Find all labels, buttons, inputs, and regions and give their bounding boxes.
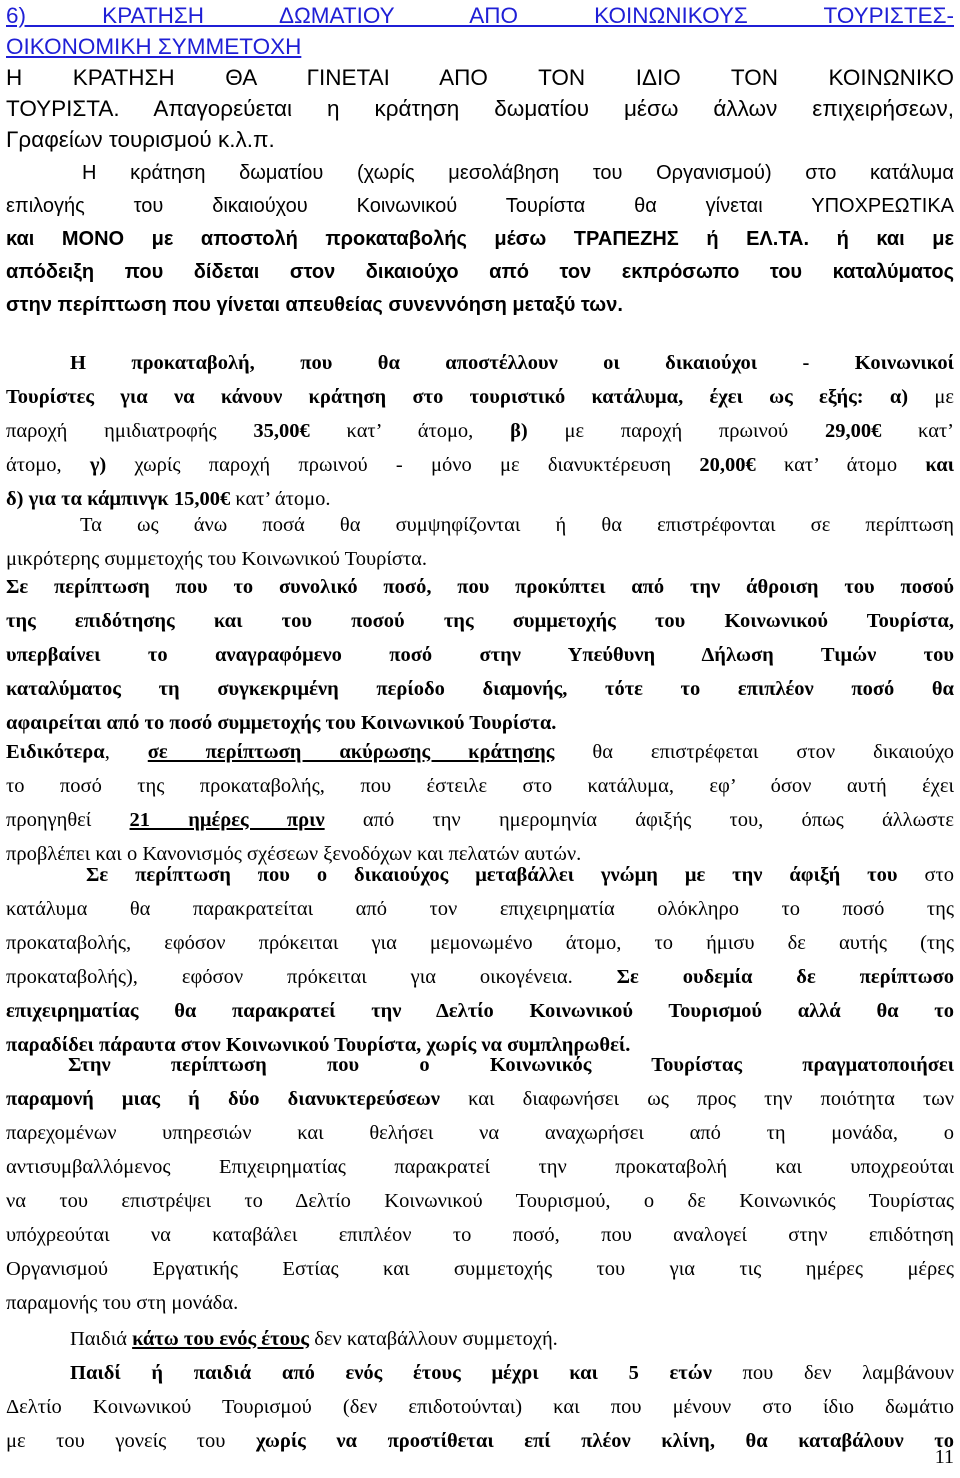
children-paragraph: [6, 1322, 954, 1458]
deposit-line-2-bold: Τουρίστες για να κάνουν κράτηση στο τουριστικό κατάλυμα, έχει ως εξής: α): [6, 386, 909, 408]
heading-line-2: ΟΙΚΟΝΟΜΙΚΗ ΣΥΜΜΕΤΟΧΗ: [6, 34, 302, 59]
change-line-1: [6, 858, 954, 892]
early-departure-paragraph: [6, 1048, 954, 1320]
booking-line-4: απόδειξη που δίδεται στον δικαιούχο από τον εκπρόσωπο του καταλύματος: [6, 261, 954, 283]
excess-line-4: καταλύματος τη συγκεκριμένη περίοδο διαμονής, τότε το επιπλέον ποσό θα: [6, 678, 954, 700]
early-line-3: παρεχομένων υπηρεσιών και θελήσει να αναχωρήσει από τη μονάδα, ο: [6, 1122, 954, 1144]
deposit-option-b: β): [510, 420, 528, 442]
heading-line-4: ΤΟΥΡΙΣΤΑ. Απαγορεύεται η κράτηση δωματίου μέσω άλλων επιχειρήσεων,: [6, 96, 954, 121]
change-line-6: παραδίδει πάραυτα στον Κοινωνικού Τουρίστα, χωρίς να συμπληρωθεί.: [6, 1034, 631, 1056]
deposit-text-and: και: [925, 454, 954, 476]
booking-line-2: επιλογής του δικαιούχου Κοινωνικού Τουρίστα θα γίνεται ΥΠΟΧΡΕΩΤΙΚΑ: [6, 195, 954, 217]
deposit-text: με παροχή πρωινού: [527, 420, 825, 442]
change-line-3: προκαταβολής, εφόσον πρόκειται για μεμονωμένο άτομο, το ήμισυ δε αυτής (της: [6, 932, 954, 954]
cancel-deadline: 21 ημέρες πριν: [129, 809, 325, 831]
deposit-line-2-rest: με: [908, 386, 954, 408]
children-line-4: [6, 1424, 954, 1458]
change-line-5: επιχειρηματίας θα παρακρατεί την Δελτίο Κοινωνικού Τουρισμού αλλά θα το: [6, 1000, 954, 1022]
change-text: προκαταβολής), εφόσον πρόκειται για οικογένεια.: [6, 966, 617, 988]
early-line-4: αντισυμβαλλόμενος Επιχειρηματίας παρακρατεί την προκαταβολή και υποχρεούται: [6, 1156, 954, 1178]
deposit-line-3: [6, 414, 954, 448]
deposit-option-c: γ): [89, 454, 107, 476]
early-line-6: υπόχρεούται να καταβάλει επιπλέον το ποσό, που αναλογεί στην επιδότηση: [6, 1224, 954, 1246]
children-line-1: [6, 1322, 954, 1356]
deposit-text: χωρίς παροχή πρωινού - μόνο με διανυκτέρευση: [106, 454, 700, 476]
deposit-text: παροχή ημιδιατροφής: [6, 420, 254, 442]
change-line-2: κατάλυμα θα παρακρατείται από τον επιχειρηματία ολόκληρο το ποσό της: [6, 898, 954, 920]
page-number: 11: [934, 1446, 954, 1468]
cancel-line-3: [6, 803, 954, 837]
deposit-line-2: [6, 380, 954, 414]
children-text: Παιδιά: [70, 1328, 133, 1350]
deposit-line-4: [6, 448, 954, 482]
children-text: που δεν λαμβάνουν: [711, 1362, 954, 1384]
deposit-paragraph: [6, 346, 954, 516]
children-bold: Παιδί ή παιδιά από ενός έτους μέχρι και 5 ετών: [70, 1362, 712, 1384]
cancel-line-1: [6, 735, 954, 769]
excess-line-1: Σε περίπτωση που το συνολικό ποσό, που προκύπτει από την άθροιση του ποσού: [6, 576, 954, 598]
early-text: και διαφωνήσει ως προς την ποιότητα των: [439, 1088, 954, 1110]
children-bold: χωρίς να προστίθεται επί πλέον κλίνη, θα καταβάλουν το: [255, 1430, 954, 1452]
early-line-1: Στην περίπτωση που ο Κοινωνικός Τουρίστας πραγματοποιήσει: [68, 1054, 954, 1076]
heading-line-1: 6) ΚΡΑΤΗΣΗ ΔΩΜΑΤΙΟΥ ΑΠΟ ΚΟΙΝΩΝΙΚΟΥΣ ΤΟΥΡΙΣΤΕΣ-: [6, 3, 954, 28]
booking-line-1: Η κράτηση δωματίου (χωρίς μεσολάβηση του Οργανισμού) στο κατάλυμα: [82, 162, 954, 184]
excess-line-3: υπερβαίνει το αναγραφόμενο ποσό στην Υπεύθυνη Δήλωση Τιμών του: [6, 644, 954, 666]
excess-line-2: της επιδότησης και του ποσού της συμμετοχής του Κοινωνικού Τουρίστα,: [6, 610, 954, 632]
offset-line-2: μικρότερης συμμετοχής του Κοινωνικού Τουρίστα.: [6, 548, 428, 570]
deposit-text: κατ’: [881, 420, 955, 442]
change-of-mind-paragraph: [6, 858, 954, 1062]
cancel-condition: σε περίπτωση ακύρωσης κράτησης: [147, 741, 555, 763]
deposit-amount-room-only: 20,00€: [699, 454, 756, 476]
early-line-8: παραμονής του στη μονάδα.: [6, 1292, 239, 1314]
cancel-text: θα επιστρέφεται στον δικαιούχο: [554, 741, 954, 763]
offset-line-1: Τα ως άνω ποσά θα συμψηφίζονται ή θα επιστρέφονται σε περίπτωση: [80, 514, 954, 536]
change-line-4: [6, 960, 954, 994]
excess-paragraph: [6, 570, 954, 740]
children-age-under-one: κάτω του ενός έτους: [132, 1328, 310, 1350]
children-text: με του γονείς του: [6, 1430, 256, 1452]
excess-line-5: αφαιρείται από το ποσό συμμετοχής του Κοινωνικού Τουρίστα.: [6, 712, 557, 734]
booking-paragraph: [6, 157, 954, 322]
change-text: στο: [897, 864, 954, 886]
change-bold: Σε ουδεμία δε περίπτωσο: [616, 966, 954, 988]
cancel-line-4: προβλέπει και ο Κανονισμός σχέσεων ξενοδόχων και πελατών αυτών.: [6, 843, 582, 865]
deposit-amount-half-board: 35,00€: [253, 420, 310, 442]
early-bold: παραμονή μιας ή δύο διανυκτερεύσεων: [6, 1088, 440, 1110]
early-line-2: [6, 1082, 954, 1116]
cancel-lead: Ειδικότερα: [6, 741, 105, 763]
change-lead: Σε περίπτωση που ο δικαιούχος μεταβάλλει γνώμη με την άφιξή του: [86, 864, 898, 886]
deposit-amount-camping: δ) για τα κάμπινγκ 15,00€: [6, 488, 231, 510]
heading-line-5: Γραφείων τουρισμού κ.λ.π.: [6, 127, 275, 152]
children-line-2: [6, 1356, 954, 1390]
booking-line-3: και ΜΟΝΟ με αποστολή προκαταβολής μέσω ΤΡΑΠΕΖΗΣ ή ΕΛ.ΤΑ. ή και με: [6, 228, 954, 250]
early-line-7: Οργανισμού Εργατικής Εστίας και συμμετοχής του για τις ημέρες μέρες: [6, 1258, 954, 1280]
section-heading: [6, 0, 954, 155]
children-line-3: Δελτίο Κοινωνικού Τουρισμού (δεν επιδοτούνται) και που μένουν στο ίδιο δωμάτιο: [6, 1396, 954, 1418]
heading-line-3: Η ΚΡΑΤΗΣΗ ΘΑ ΓΙΝΕΤΑΙ ΑΠΟ ΤΟΝ ΙΔΙΟ ΤΟΝ ΚΟΙΝΩΝΙΚΟ: [6, 65, 954, 90]
offset-paragraph: [6, 508, 954, 576]
deposit-text: άτομο,: [6, 454, 90, 476]
cancel-text: ,: [104, 741, 148, 763]
cancel-text: προηγηθεί: [6, 809, 130, 831]
deposit-text: κατ’ άτομο: [755, 454, 926, 476]
deposit-amount-breakfast: 29,00€: [824, 420, 882, 442]
deposit-text: κατ’ άτομο,: [309, 420, 511, 442]
early-line-5: να του επιστρέψει το Δελτίο Κοινωνικού Τουρισμού, ο δε Κοινωνικός Τουρίστας: [6, 1190, 954, 1212]
cancellation-paragraph: [6, 735, 954, 871]
booking-line-5: στην περίπτωση που γίνεται απευθείας συνεννόηση μεταξύ των.: [6, 294, 623, 316]
cancel-text: από την ημερομηνία άφιξής του, όπως άλλωστε: [324, 809, 954, 831]
children-text: δεν καταβάλλουν συμμετοχή.: [309, 1328, 558, 1350]
deposit-text: κατ’ άτομο.: [230, 488, 331, 510]
cancel-line-2: το ποσό της προκαταβολής, που έστειλε στο κατάλυμα, εφ’ όσον αυτή έχει: [6, 775, 954, 797]
deposit-line-1: Η προκαταβολή, που θα αποστέλλουν οι δικαιούχοι - Κοινωνικοί: [70, 352, 954, 374]
